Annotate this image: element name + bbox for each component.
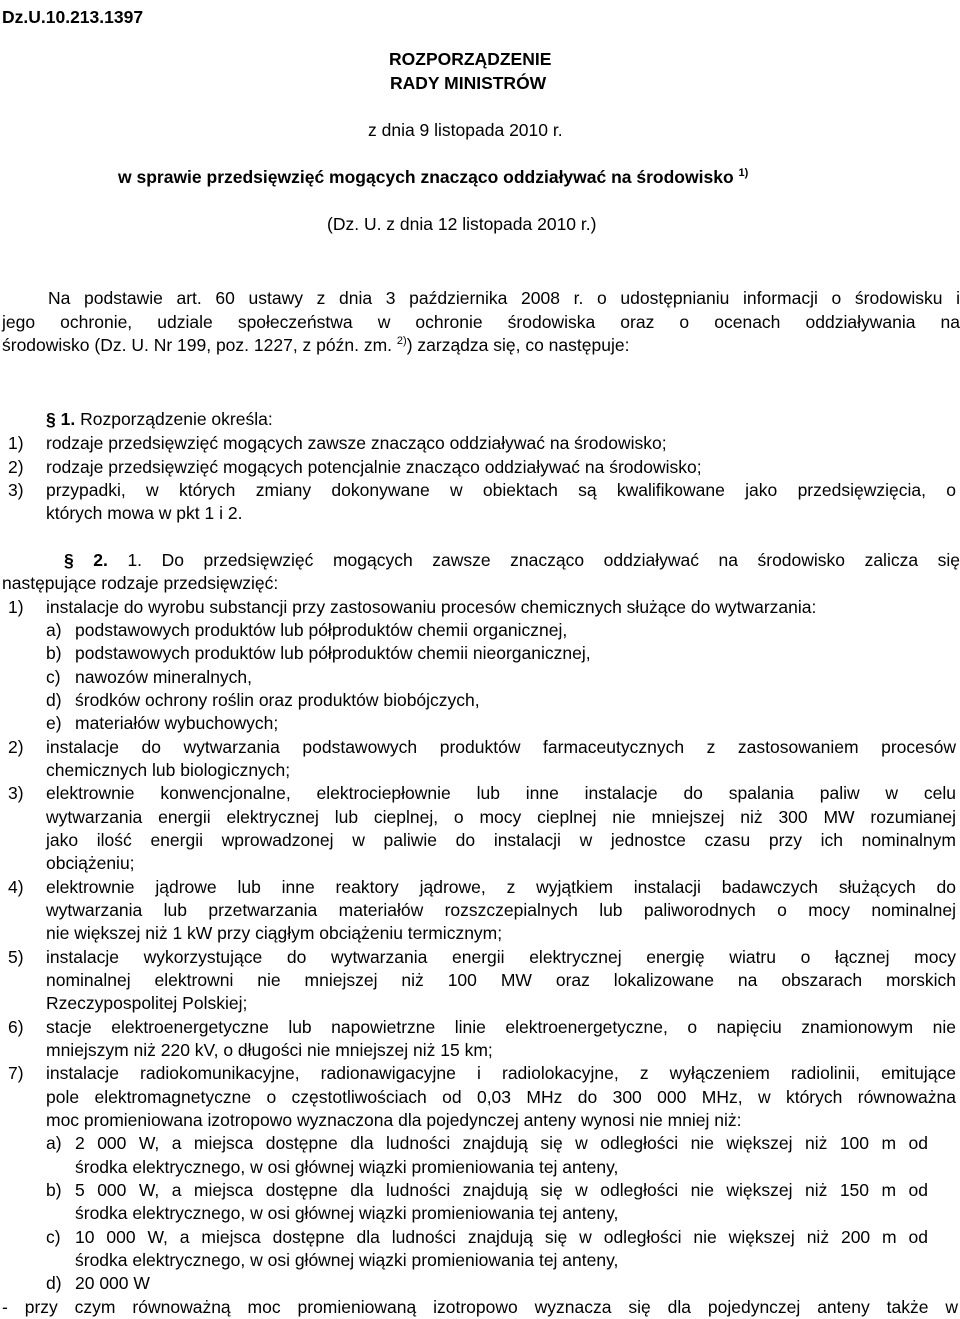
par2-item-7-line-1: instalacje radiokomunikacyjne, radionawigacyjne i radiolokacyjne, z wyłączeniem radiolinii, emitujące: [46, 1063, 956, 1083]
par1-heading: [46, 409, 273, 430]
preamble-line-1: [2, 288, 960, 309]
par1-item-1: rodzaje przedsięwzięć mogących zawsze znacząco oddziaływać na środowisko;: [46, 433, 667, 453]
par2-item-2-line-2: chemicznych lub biologicznych;: [46, 760, 291, 780]
par1-item-2-num: 2): [8, 457, 24, 477]
par2-item-4-line-3: nie większej niż 1 kW przy ciągłym obciążeniu termicznym;: [46, 923, 503, 943]
par2-intro-text: Do przedsięwzięć mogących zawsze znacząco oddziaływać na środowisko zalicza się: [161, 550, 960, 570]
par2-item-7b-line-2: środka elektrycznego, w osi głównej wiązki promieniowania tej anteny,: [75, 1203, 619, 1223]
preamble-text-3b: ) zarządza się, co następuje:: [406, 335, 630, 355]
par2-item-4-num: 4): [8, 877, 24, 897]
preamble-text-3a: środowisko (Dz. U. Nr 199, poz. 1227, z późn. zm.: [2, 335, 393, 355]
par1-item-3-num: 3): [8, 480, 24, 500]
par2-intro-line-2: następujące rodzaje przedsięwzięć:: [2, 573, 279, 593]
par2-item-3-line-1: elektrownie konwencjonalne, elektrociepłownie lub inne instalacje do spalania paliw w celu: [46, 783, 956, 803]
par2-item-6-num: 6): [8, 1017, 24, 1037]
par2-item-2-line-1: instalacje do wytwarzania podstawowych produktów farmaceutycznych z zastosowaniem procesów: [46, 737, 956, 757]
par2-item-7b-num: b): [46, 1180, 62, 1200]
preamble-line-2: jego ochronie, udziale społeczeństwa w ochronie środowiska oraz o ocenach oddziaływania na: [2, 312, 960, 332]
par2-subnumber: 1.: [127, 550, 143, 570]
par2-item-6-line-2: mniejszym niż 220 kV, o długości nie mniejszej niż 15 km;: [46, 1040, 493, 1060]
par2-tail: - przy czym równoważną moc promieniowaną izotropowo wyznacza się dla pojedynczej anteny także w: [2, 1297, 958, 1317]
par2-item-1a: podstawowych produktów lub półproduktów chemii organicznej,: [75, 620, 568, 640]
par1-item-2: rodzaje przedsięwzięć mogących potencjalnie znacząco oddziaływać na środowisko;: [46, 457, 702, 477]
par2-item-1c-num: c): [46, 667, 61, 687]
par2-item-3-line-2: wytwarzania energii elektrycznej lub cieplnej, o mocy cieplnej nie mniejszej niż 300 MW rozumianej: [46, 807, 956, 827]
par2-item-1e-num: e): [46, 713, 62, 733]
par2-item-7d-num: d): [46, 1273, 62, 1293]
par2-item-3-line-3: jako ilość energii wprowadzonej w paliwie do instalacji w jednostce czasu przy ich nominalnym: [46, 830, 956, 850]
title-subject: [118, 167, 748, 188]
title-subject-text: w sprawie przedsięwzięć mogących znacząco oddziaływać na środowisko: [118, 167, 734, 187]
par2-item-7-line-3: moc promieniowana izotropowo wyznaczona dla pojedynczej anteny wynosi nie mniej niż:: [46, 1110, 742, 1130]
par2-item-1-num: 1): [8, 597, 24, 617]
par2-item-7-num: 7): [8, 1063, 24, 1083]
par2-item-7a-line-1: 2 000 W, a miejsca dostępne dla ludności znajdują się w odległości nie większej niż 100 m od: [75, 1133, 928, 1153]
par2-item-7b-line-1: 5 000 W, a miejsca dostępne dla ludności znajdują się w odległości nie większej niż 150 m od: [75, 1180, 928, 1200]
par2-item-7d: 20 000 W: [75, 1273, 150, 1293]
par1-item-3-line-2: których mowa w pkt 1 i 2.: [46, 503, 243, 523]
par2-item-1d-num: d): [46, 690, 62, 710]
par2-number: § 2.: [64, 550, 108, 570]
preamble-text-1: Na podstawie art. 60 ustawy z dnia 3 października 2008 r. o udostępnianiu informacji o środowisku i: [48, 288, 960, 308]
title-line-2: RADY MINISTRÓW: [390, 73, 547, 93]
footnote-2-marker: 2): [396, 335, 407, 347]
par2-item-1e: materiałów wybuchowych;: [75, 713, 279, 733]
par2-item-3-num: 3): [8, 783, 24, 803]
par2-item-7a-num: a): [46, 1133, 62, 1153]
par2-item-1: instalacje do wyrobu substancji przy zastosowaniu procesów chemicznych służące do wytwarzania:: [46, 597, 817, 617]
par2-item-2-num: 2): [8, 737, 24, 757]
par2-item-5-line-1: instalacje wykorzystujące do wytwarzania energii elektrycznej energię wiatru o łącznej mocy: [46, 947, 956, 967]
title-date: z dnia 9 listopada 2010 r.: [368, 120, 563, 140]
par2-item-7c-line-2: środka elektrycznego, w osi głównej wiązki promieniowania tej anteny,: [75, 1250, 619, 1270]
par2-item-5-line-2: nominalnej elektrowni nie mniejszej niż 100 MW oraz lokalizowane na obszarach morskich: [46, 970, 956, 990]
par2-item-1a-num: a): [46, 620, 62, 640]
par1-intro: Rozporządzenie określa:: [80, 409, 273, 429]
par2-item-7c-line-1: 10 000 W, a miejsca dostępne dla ludności znajdują się w odległości nie większej niż 200 m od: [75, 1227, 928, 1247]
par2-item-1b-num: b): [46, 643, 62, 663]
par1-item-3-line-1: przypadki, w których zmiany dokonywane w obiektach są kwalifikowane jako przedsięwzięcia, o: [46, 480, 956, 500]
par2-item-7-line-2: pole elektromagnetyczne o częstotliwościach od 0,03 MHz do 300 000 MHz, w których równoważna: [46, 1087, 956, 1107]
par2-item-1c: nawozów mineralnych,: [75, 667, 253, 687]
par2-item-7a-line-2: środka elektrycznego, w osi głównej wiązki promieniowania tej anteny,: [75, 1157, 619, 1177]
par2-item-7c-num: c): [46, 1227, 61, 1247]
par2-item-4-line-1: elektrownie jądrowe lub inne reaktory jądrowe, z wyjątkiem instalacji badawczych służących do: [46, 877, 956, 897]
par2-item-1b: podstawowych produktów lub półproduktów chemii nieorganicznej,: [75, 643, 591, 663]
par2-item-5-num: 5): [8, 947, 24, 967]
document-reference: Dz.U.10.213.1397: [2, 7, 144, 27]
par2-item-3-line-4: obciążeniu;: [46, 853, 135, 873]
par2-item-6-line-1: stacje elektroenergetyczne lub napowietrzne linie elektroenergetyczne, o napięciu znamionowym nie: [46, 1017, 956, 1037]
par1-item-1-num: 1): [8, 433, 24, 453]
par2-intro-line-1: [2, 550, 960, 571]
par1-number: § 1.: [46, 409, 76, 429]
publication-info: (Dz. U. z dnia 12 listopada 2010 r.): [327, 214, 597, 234]
title-line-1: ROZPORZĄDZENIE: [389, 49, 552, 69]
par2-item-5-line-3: Rzeczypospolitej Polskiej;: [46, 993, 248, 1013]
footnote-1-marker: 1): [738, 167, 749, 179]
preamble-line-3: [2, 335, 629, 356]
par2-item-4-line-2: wytwarzania lub przetwarzania materiałów rozszczepialnych lub paliworodnych o mocy nominalnej: [46, 900, 956, 920]
par2-item-1d: środków ochrony roślin oraz produktów biobójczych,: [75, 690, 480, 710]
par2-heading: [2, 550, 960, 570]
